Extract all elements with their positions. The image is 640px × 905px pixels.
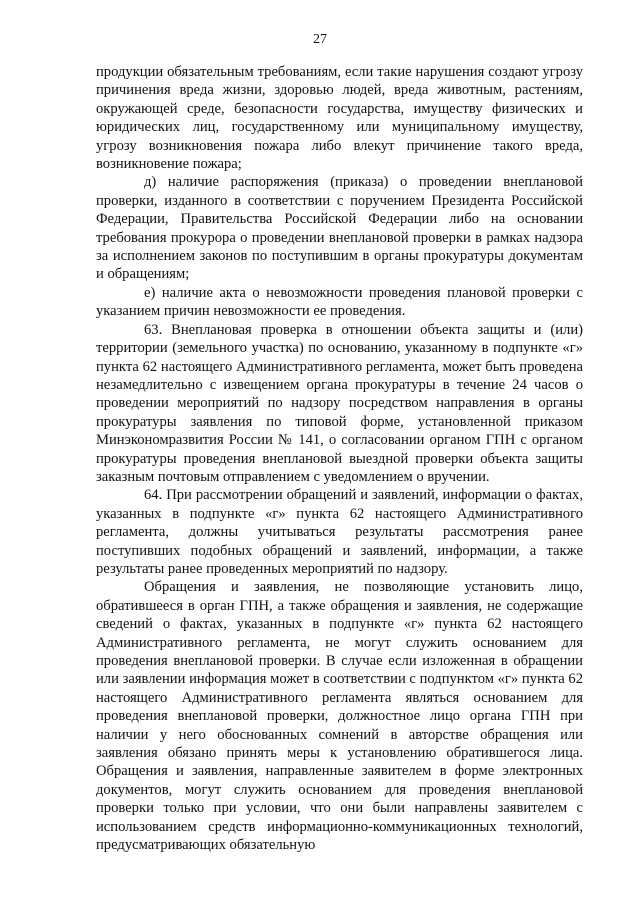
- paragraph-63: 63. Внеплановая проверка в отношении объекта защиты и (или) территории (земельного участка) по основанию, указанному в подпункте «г» пункта 62 настоящего Административного регламента, может быть проведена незамедлительно с извещением органа прокуратуры в течение 24 часов о проведении мероприятий по надзору посредством направления в органы прокуратуры заявления по типовой форме, установленной приказом Минэкономразвития России № 141, о согласовании органом ГПН с органом прокуратуры проведения внеплановой выездной проверки объекта защиты заказным почтовым отправлением с уведомлением о вручении.: [96, 321, 583, 485]
- paragraph-item-d: д) наличие распоряжения (приказа) о проведении внеплановой проверки, изданного в соответствии с поручением Президента Российской Федерации, Правительства Российской Федерации либо на основании требования прокурора о проведении внеплановой проверки в рамках надзора за исполнением законов по поступившим в органы прокуратуры документам и обращениям;: [96, 174, 583, 283]
- paragraph-item-e: е) наличие акта о невозможности проведения плановой проверки с указанием причин невозможности ее проведения.: [96, 284, 583, 320]
- page-number: 27: [313, 32, 327, 47]
- paragraph-continuation: продукции обязательным требованиям, если такие нарушения создают угрозу причинения вреда жизни, здоровью людей, вреда животным, растениям, окружающей среде, безопасности государства, имуществу физических и юридических лиц, государственному или муниципальному имуществу, угрозу возникновения пожара либо влекут причинение такого вреда, возникновение пожара;: [96, 64, 583, 173]
- document-body: [96, 63, 583, 854]
- paragraph-64: 64. При рассмотрении обращений и заявлений, информации о фактах, указанных в подпункте «г» пункта 62 настоящего Административного регламента, должны учитываться результаты рассмотрения ранее поступивших подобных обращений и заявлений, информации, а также результаты ранее проведенных мероприятий по надзору.: [96, 487, 583, 577]
- paragraph-appeals: Обращения и заявления, не позволяющие установить лицо, обратившееся в орган ГПН, а также обращения и заявления, не содержащие сведений о фактах, указанных в подпункте «г» пункта 62 настоящего Административного регламента, не могут служить основанием для проведения внеплановой проверки. В случае если изложенная в обращении или заявлении информация может в соответствии с подпунктом «г» пункта 62 настоящего Административного регламента являться основанием для проведения внеплановой проверки, должностное лицо органа ГПН при наличии у него обоснованных сомнений в авторстве обращения или заявления обязано принять меры к установлению обратившегося лица. Обращения и заявления, направленные заявителем в форме электронных документов, могут служить основанием для проведения внеплановой проверки только при условии, что они были направлены заявителем с использованием средств информационно-коммуникационных технологий, предусматривающих обязательную: [96, 579, 583, 854]
